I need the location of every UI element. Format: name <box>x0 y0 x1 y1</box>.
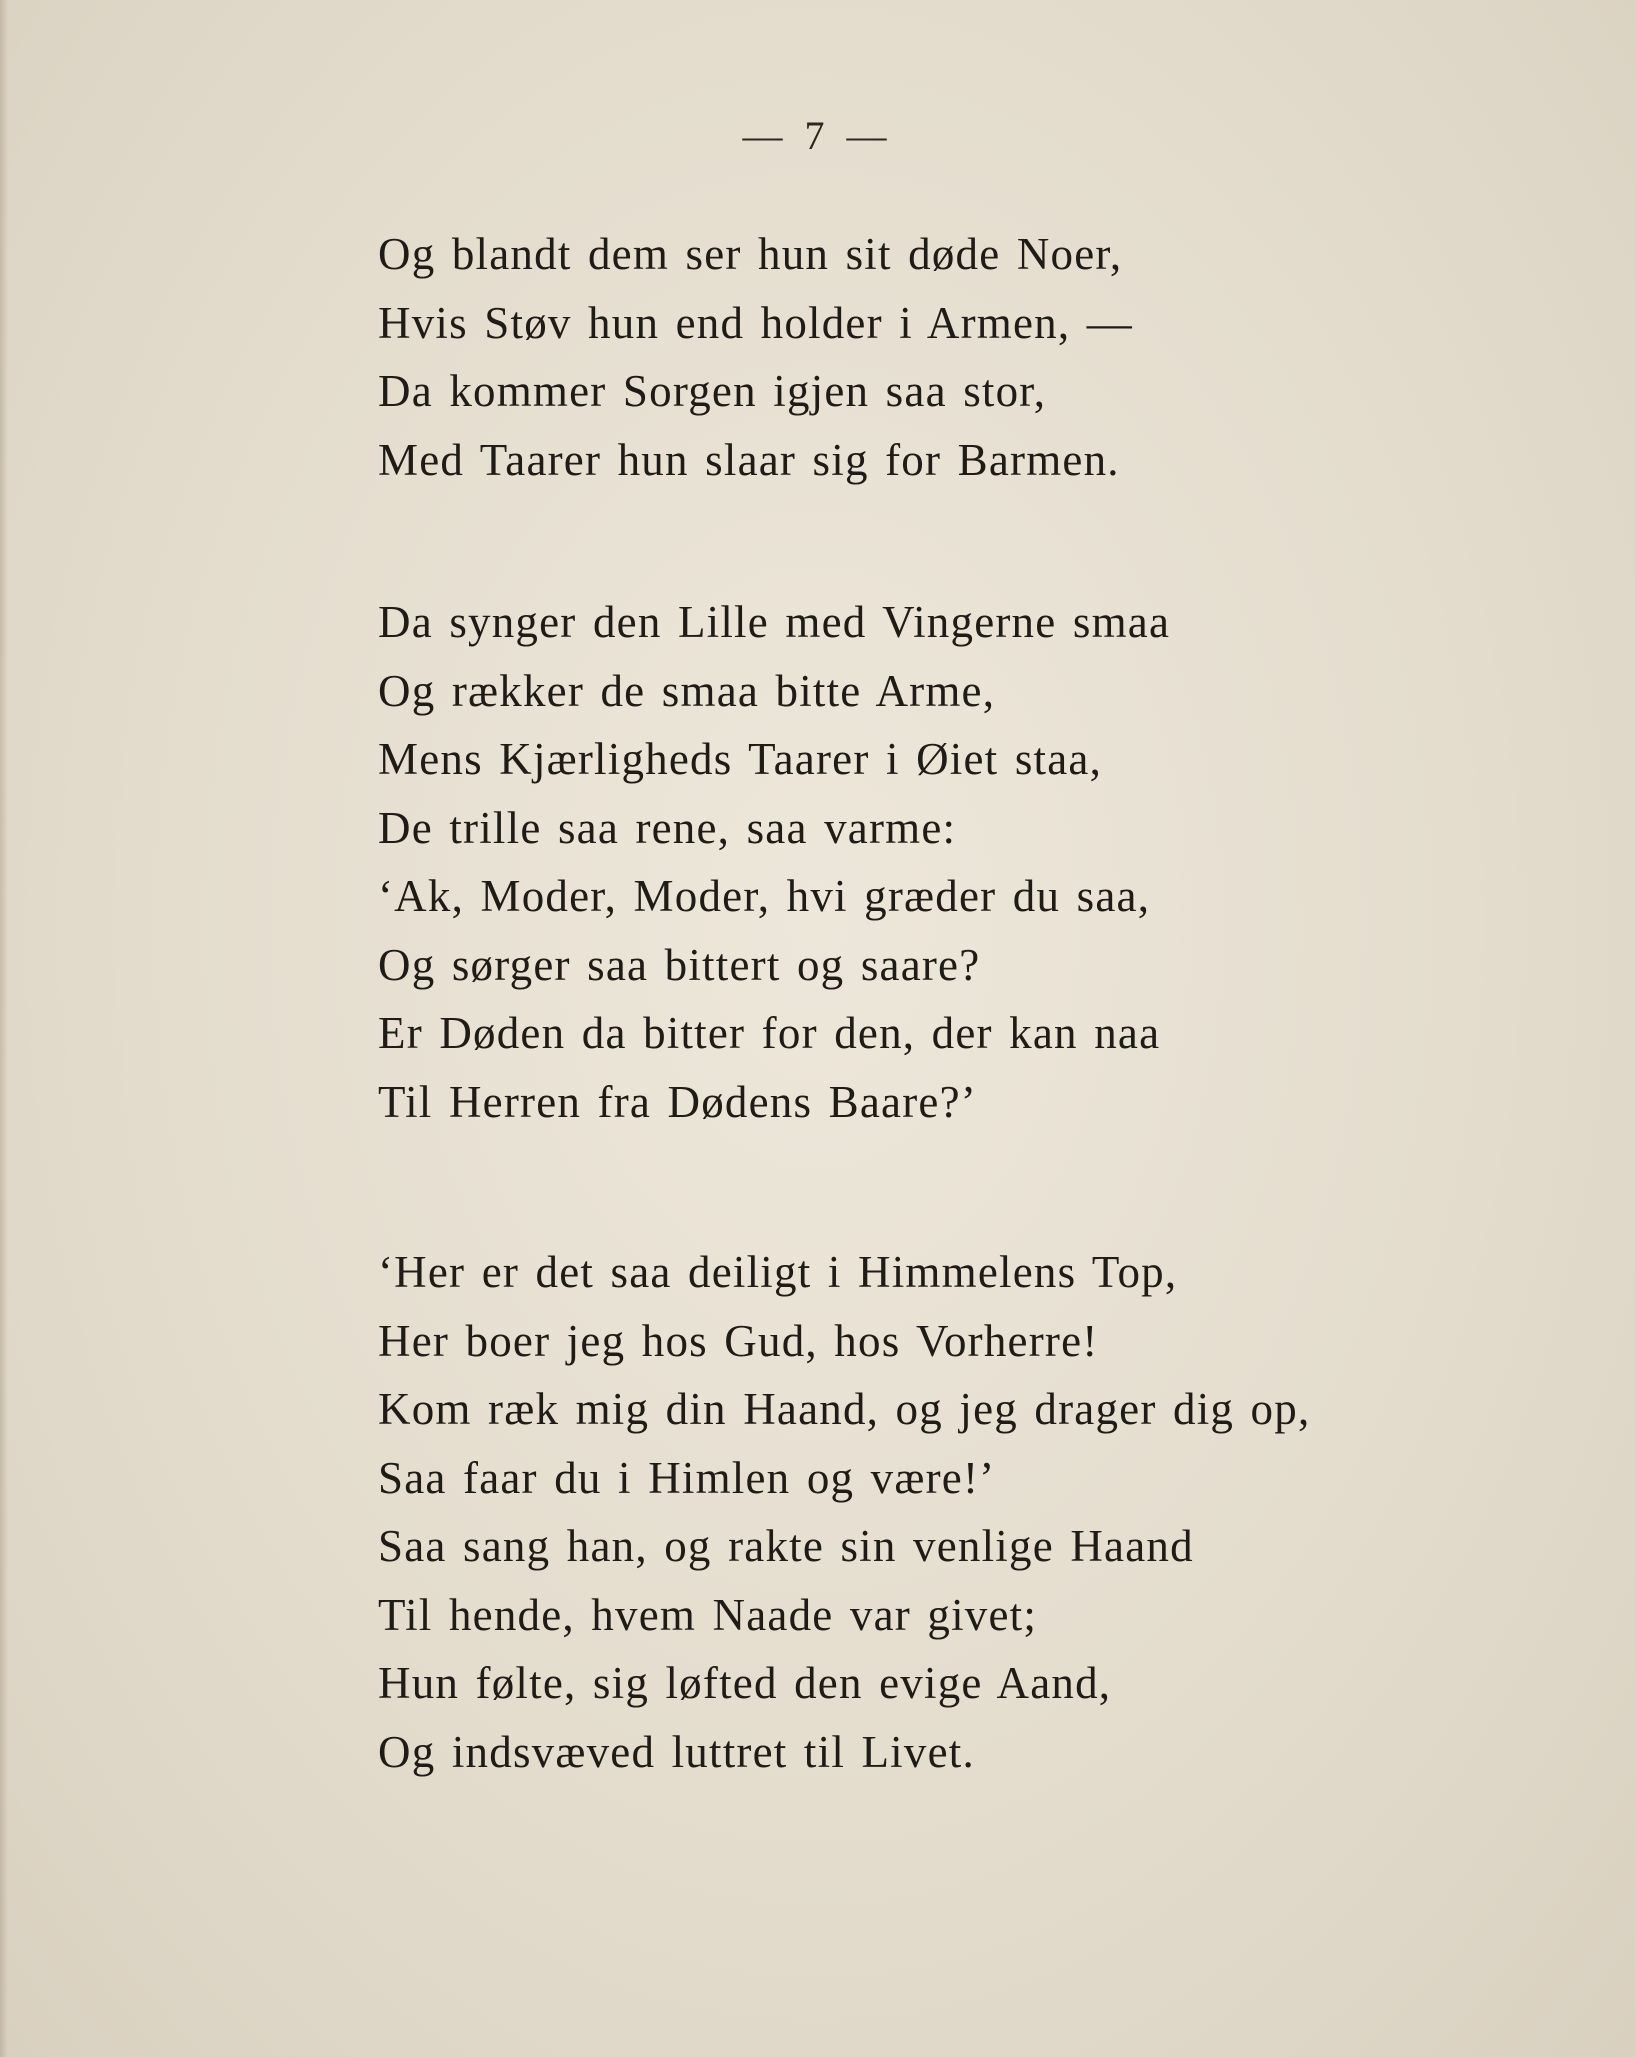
poem-line: Og rækker de smaa bitte Arme, <box>378 665 996 716</box>
stanza-1 <box>378 220 1378 494</box>
stanza-3 <box>378 1238 1378 1786</box>
page-number: — 7 — <box>742 113 893 158</box>
poem-line: Hvis Støv hun end holder i Armen, — <box>378 297 1133 348</box>
poem-line: Og indsvæved luttret til Livet. <box>378 1726 975 1777</box>
poem-line: ‘Ak, Moder, Moder, hvi græder du saa, <box>378 871 1151 921</box>
stanza-2 <box>378 588 1378 1136</box>
poem-line: De trille saa rene, saa varme: <box>378 802 957 853</box>
poem-line: ‘Her er det saa deiligt i Himmelens Top, <box>378 1247 1178 1297</box>
poem-line: Saa sang han, og rakte sin venlige Haand <box>378 1521 1194 1571</box>
poem-line: Her boer jeg hos Gud, hos Vorherre! <box>378 1315 1099 1366</box>
poem-line: Da kommer Sorgen igjen saa stor, <box>378 366 1047 416</box>
poem-line: Og blandt dem ser hun sit døde Noer, <box>378 229 1123 279</box>
poem-line: Med Taarer hun slaar sig for Barmen. <box>378 434 1120 485</box>
poem-line: Da synger den Lille med Vingerne smaa <box>378 597 1171 647</box>
poem-line: Til Herren fra Dødens Baare?’ <box>378 1076 977 1127</box>
poem-line: Mens Kjærligheds Taarer i Øiet staa, <box>378 734 1103 784</box>
poem-line: Er Døden da bitter for den, der kan naa <box>378 1008 1161 1058</box>
poem-line: Og sørger saa bittert og saare? <box>378 939 981 990</box>
poem-line: Til hende, hvem Naade var givet; <box>378 1589 1038 1640</box>
page-edge-shadow <box>0 0 8 2057</box>
poem-line: Kom ræk mig din Haand, og jeg drager dig op, <box>378 1384 1311 1434</box>
poem-line: Saa faar du i Himlen og være!’ <box>378 1452 996 1503</box>
poem-line: Hun følte, sig løfted den evige Aand, <box>378 1658 1112 1708</box>
